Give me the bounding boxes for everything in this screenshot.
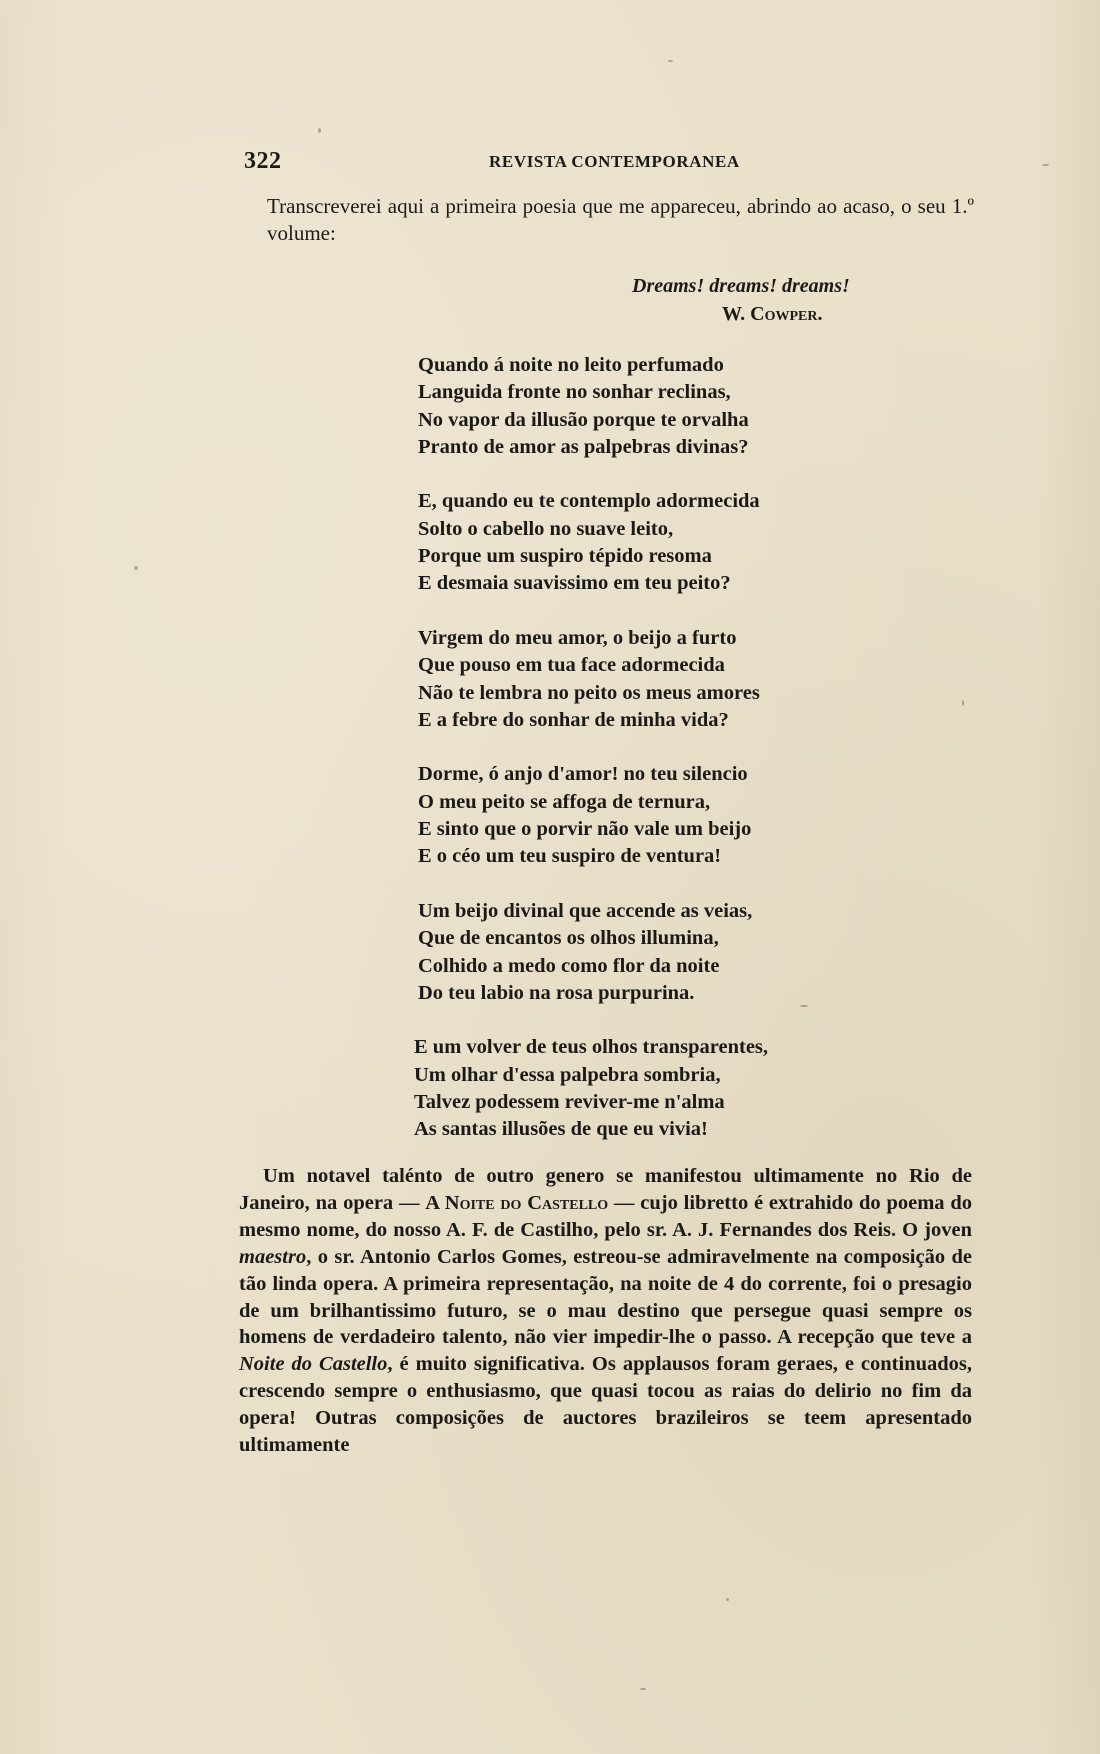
epigraph xyxy=(560,272,900,328)
poem-line: Um beijo divinal que accende as veias, xyxy=(418,899,753,922)
paper-speck xyxy=(800,1005,808,1007)
prose-text: — cujo libretto é extrahido do poema do mesmo nome, do nosso A. F. de Castilho, pelo sr. A. J. Fernandes dos Reis. O joven xyxy=(239,1191,972,1241)
epigraph-author xyxy=(722,300,900,328)
epigraph-author-name: Cowper. xyxy=(750,303,823,325)
poem-line: E sinto que o porvir não vale um beijo xyxy=(418,818,752,841)
opera-title: A Noite do Castello xyxy=(425,1191,609,1214)
prose-text: , o sr. Antonio Carlos Gomes, estreou-se admiravelmente na composição de tão linda opera. A primeira representação, na noite de 4 do corrente, foi o presagio de um brilhantissimo futuro, se o mau destino que persegue quasi sempre os homens de verdadeiro talento, não vier impedir-lhe o passo. A recepção que teve a xyxy=(239,1245,972,1349)
poem-line: Quando á noite no leito perfumado xyxy=(418,354,724,376)
maestro-word: maestro xyxy=(239,1245,307,1268)
poem-line: Que pouso em tua face adormecida xyxy=(418,654,725,677)
poem-stanza xyxy=(418,488,898,597)
intro-text: Transcreverei aqui a primeira poesia que me appareceu, abrindo ao acaso, o seu 1.º volume: xyxy=(267,194,974,245)
poem-line: Do teu labio na rosa purpurina. xyxy=(418,981,695,1004)
epigraph-quote: Dreams! dreams! dreams! xyxy=(632,275,850,297)
poem-line: E um volver de teus olhos transparentes, xyxy=(414,1036,769,1059)
poem-line: Um olhar d'essa palpebra sombria, xyxy=(414,1063,721,1086)
poem-line: No vapor da illusão porque te orvalha xyxy=(418,408,749,431)
paper-speck xyxy=(1042,164,1049,166)
poem-line: Colhido a medo como flor da noite xyxy=(418,954,720,977)
poem-stanza xyxy=(418,625,898,734)
poem-line: Languida fronte no sonhar reclinas, xyxy=(418,381,731,404)
prose-paragraph xyxy=(239,1163,972,1459)
paper-speck xyxy=(134,566,138,570)
poem-line: E o céo um teu suspiro de ventura! xyxy=(418,845,722,868)
poem-stanza xyxy=(418,898,898,1007)
prose-text: Um notavel talénto de outro genero se manifestou ultimamente no Rio de Janeiro, na opera — xyxy=(239,1165,972,1214)
poem-line: Talvez podessem reviver-me n'alma xyxy=(414,1091,725,1114)
epigraph-author-initial: W. xyxy=(722,303,746,325)
paper-speck xyxy=(640,1688,646,1690)
poem-line: Dorme, ó anjo d'amor! no teu silencio xyxy=(418,763,748,786)
poem-line: Virgem do meu amor, o beijo a furto xyxy=(418,626,737,649)
page-header xyxy=(244,148,974,178)
poem xyxy=(414,352,898,1171)
poem-line: Não te lembra no peito os meus amores xyxy=(418,681,760,704)
poem-stanza xyxy=(418,761,898,870)
poem-line: O meu peito se affoga de ternura, xyxy=(418,790,711,813)
paper-speck xyxy=(668,60,673,62)
poem-line: Porque um suspiro tépido resoma xyxy=(418,545,712,568)
paper-speck xyxy=(962,700,964,706)
paper-speck xyxy=(318,128,321,133)
poem-line: Solto o cabello no suave leito, xyxy=(418,517,674,540)
poem-stanza xyxy=(418,352,898,461)
poem-line: E desmaia suavissimo em teu peito? xyxy=(418,572,731,595)
poem-line: Pranto de amor as palpebras divinas? xyxy=(418,435,749,458)
prose-text: , é muito significativa. Os applausos foram geraes, e continuados, crescendo sempre o enthusiasmo, que quasi tocou as raias do delirio no fim da opera! Outras composições de auctores brazileiros se teem apresentado ultimamente xyxy=(239,1353,972,1457)
poem-line: E, quando eu te contemplo adormecida xyxy=(418,490,760,513)
poem-stanza xyxy=(414,1034,898,1143)
paper-speck xyxy=(726,1598,729,1601)
poem-line: E a febre do sonhar de minha vida? xyxy=(418,708,729,731)
poem-line: Que de encantos os olhos illumina, xyxy=(418,927,719,950)
running-title: REVISTA CONTEMPORANEA xyxy=(489,152,740,171)
poem-line: As santas illusões de que eu vivia! xyxy=(414,1118,708,1141)
intro-paragraph xyxy=(241,193,974,247)
page-number: 322 xyxy=(244,148,282,174)
opera-title-italic: Noite do Castello xyxy=(239,1353,388,1376)
